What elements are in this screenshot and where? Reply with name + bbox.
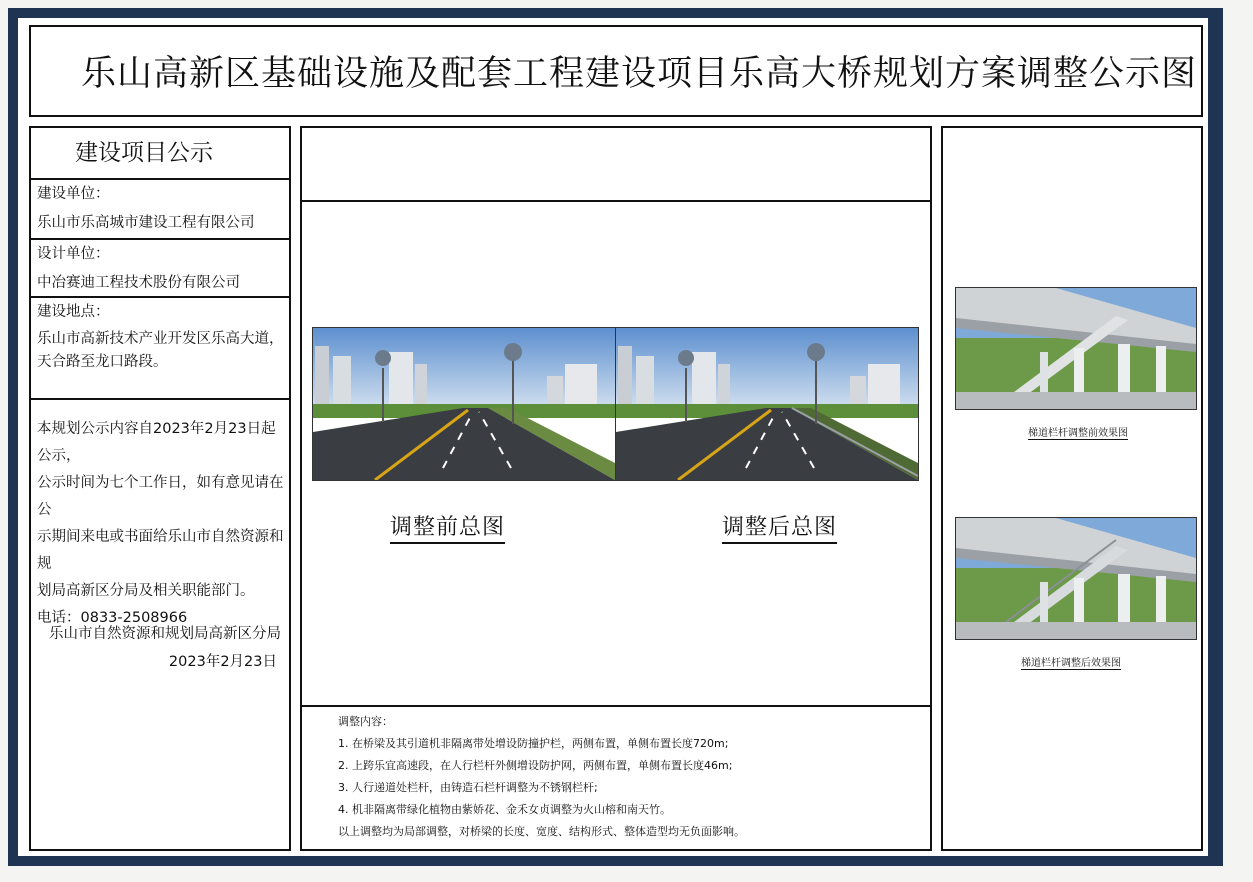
adjustment-item: 4. 机非隔离带绿化植物由紫娇花、金禾女贞调整为火山榕和南天竹。 (338, 803, 671, 816)
site-line-1: 乐山市高新技术产业开发区乐高大道， (37, 331, 284, 347)
stair-render-panel (941, 126, 1203, 851)
issue-date: 2023年2月23日 (168, 654, 277, 670)
notice-line: 示期间来电或书面给乐山市自然资源和规 (37, 529, 284, 572)
stair-after-caption: 梯道栏杆调整后效果图 (1021, 654, 1121, 670)
issuer-name: 乐山市自然资源和规划局高新区分局 (49, 626, 281, 642)
designer-label: 设计单位： (37, 246, 110, 262)
builder-value: 乐山市乐高城市建设工程有限公司 (37, 215, 255, 231)
notice-line: 公示时间为七个工作日，如有意见请在公 (37, 475, 284, 518)
stair-after-render (955, 517, 1197, 640)
adjustment-item: 3. 人行递道处栏杆，由铸造石栏杆调整为不锈钢栏杆; (338, 781, 598, 794)
after-road-render (615, 327, 919, 481)
phone-number: 电话：0833-2508966 (37, 610, 188, 626)
notice-line: 划局高新区分局及相关职能部门。 (37, 583, 255, 599)
builder-cell (31, 178, 289, 240)
stair-before-caption: 梯道栏杆调整前效果图 (1028, 424, 1128, 440)
center-header-box (300, 126, 932, 202)
builder-label: 建设单位： (37, 186, 110, 202)
project-notice-panel (29, 126, 291, 851)
designer-cell (31, 238, 289, 298)
render-comparison-box (300, 200, 932, 707)
adjustment-item: 1. 在桥梁及其引道机非隔离带处增设防撞护栏，两侧布置，单侧布置长度720m; (338, 737, 729, 750)
page-title: 乐山高新区基础设施及配套工程建设项目乐高大桥规划方案调整公示图 (29, 25, 1203, 117)
site-label: 建设地点： (37, 304, 110, 320)
site-cell (31, 296, 289, 400)
adjustment-summary: 以上调整均为局部调整，对桥梁的长度、宽度、结构形式、整体造型均无负面影响。 (338, 825, 745, 838)
designer-value: 中冶赛迪工程技术股份有限公司 (37, 275, 240, 291)
adjustment-item: 2. 上跨乐宜高速段，在人行栏杆外侧增设防护网，两侧布置，单侧布置长度46m; (338, 759, 733, 772)
stair-before-render (955, 287, 1197, 410)
notice-text (37, 416, 287, 632)
before-caption: 调整前总图 (390, 510, 505, 544)
adjustment-content-box (300, 705, 932, 851)
notice-line: 本规划公示内容自2023年2月23日起公示， (37, 421, 276, 464)
after-caption: 调整后总图 (722, 510, 837, 544)
before-road-render (312, 327, 616, 481)
site-line-2: 天合路至龙口路段。 (37, 354, 168, 370)
panel-heading: 建设项目公示 (31, 128, 289, 180)
adjustment-title: 调整内容： (338, 715, 393, 728)
